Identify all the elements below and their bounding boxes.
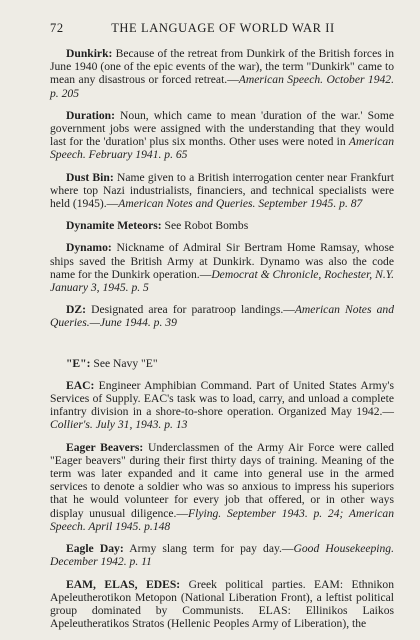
entry-source: American Notes and Queries. September 1945. p. 87 <box>118 197 363 211</box>
entry-eac <box>50 379 394 432</box>
entry-text: See Navy "E" <box>90 356 158 370</box>
entry-text: Army slang term for pay day.— <box>123 542 294 556</box>
entry-text: Because of the retreat from Dunkirk of the British forces in June 1940 (one of the epic events of the war), the term "Dunkirk" came to mean any disastrous or forced retreat.— <box>50 47 394 87</box>
entry-eam-elas-edes <box>50 578 394 631</box>
entry-headword: DZ: <box>66 303 86 317</box>
running-title: THE LANGUAGE OF WORLD WAR II <box>111 21 335 35</box>
page-number: 72 <box>50 21 64 35</box>
entry-headword: EAC: <box>66 378 95 392</box>
entry-dynamo <box>50 241 394 294</box>
entry-eager-beavers <box>50 441 394 533</box>
entry-headword: Dust Bin: <box>66 170 114 184</box>
entry-headword: EAM, ELAS, EDES: <box>66 577 181 591</box>
entry-headword: Eagle Day: <box>66 542 124 556</box>
entry-text: Noun, which came to mean 'duration of the war.' Some government jobs were assigned with the understanding that they would last for the 'duration' plus six months. Other uses were noted in <box>50 108 394 149</box>
entry-headword: "E": <box>66 356 91 370</box>
entry-headword: Dunkirk: <box>66 47 113 60</box>
entry-dz <box>50 303 394 329</box>
entry-headword: Eager Beavers: <box>66 440 144 454</box>
entry-headword: Dynamo: <box>66 241 112 255</box>
entry-e <box>50 357 394 370</box>
entry-text: Greek political parties. EAM: Ethnikon Apeleutherotikon Metopon (National Liberation Front), a leftist political group dominated by Communists. ELAS: Ellinikos Laikos Apeleutheratikos Stratos (Hellenic Peoples Army of Liberation), the <box>50 577 394 631</box>
entry-dynamite-meteors <box>50 219 394 232</box>
entry-source: American Speech. February 1941. p. 65 <box>50 135 394 162</box>
entry-source: Flying. September 1943. p. 24; American Speech. April 1945. p.148 <box>50 506 394 533</box>
entry-source: Democrat & Chronicle, Rochester, N.Y. January 3, 1945. p. 5 <box>50 267 395 295</box>
entry-dunkirk <box>50 47 394 100</box>
entry-text: See Robot Bombs <box>161 219 249 233</box>
entry-headword: Dynamite Meteors: <box>66 219 162 233</box>
entry-duration <box>50 109 394 162</box>
entry-headword: Duration: <box>66 108 115 122</box>
entry-text: Engineer Amphibian Command. Part of United States Army's Services of Supply. EAC's task was to load, carry, and unload a complete infantry division in a shore-to-shore operation. Organized May 1942.— <box>50 378 394 419</box>
entry-text: Designated area for paratroop landings.— <box>85 303 295 317</box>
entry-source: Good Housekeeping. December 1942. p. 11 <box>50 542 394 569</box>
entry-dust-bin <box>50 171 394 211</box>
entry-text: Name given to a British interrogation center near Frankfurt where top Nazi industrialists, financiers, and technical specialists were held (1945).— <box>50 170 394 211</box>
entry-source: American Notes and Queries.—June 1944. p. 39 <box>50 303 394 330</box>
entry-eagle-day <box>50 542 394 568</box>
entry-source: Collier's. July 31, 1943. p. 13 <box>50 418 188 432</box>
entry-text: Nickname of Admiral Sir Bertram Home Ramsay, whose ships saved the British Army at Dunkirk. Dynamo was also the code name for the Dunkirk operation.— <box>50 241 394 281</box>
page-header <box>50 21 394 36</box>
entry-text: Underclassmen of the Army Air Force were called "Eager beavers" during their first thirty days of training. Meaning of the term was later expanded and it came into general use in the armed services to denote a soldier who was so anxious to impress his superiors that he would volunteer for every job that offered, or in other ways display unusual diligence.— <box>50 440 394 520</box>
entry-source: American Speech. October 1942. p. 205 <box>50 73 394 100</box>
